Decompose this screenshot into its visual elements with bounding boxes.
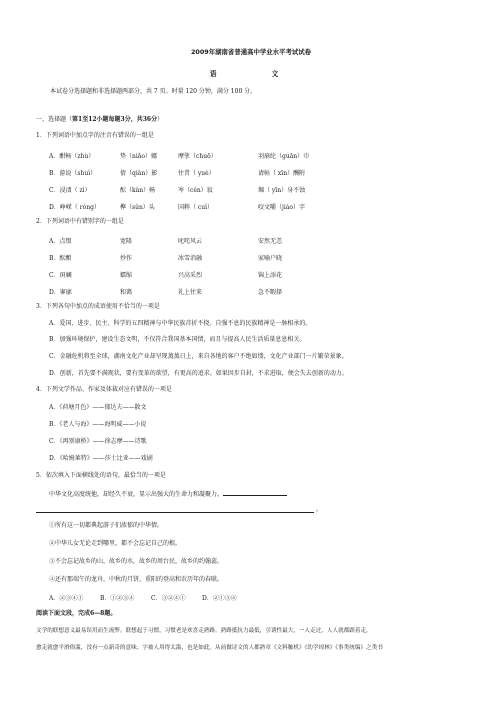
q5-sentence-2: ②中华儿女无论走到哪里，都不会忘记自己的根。 [49, 540, 182, 547]
q2-a-3: 叱咤风云 [178, 238, 203, 245]
q5-passage [49, 489, 287, 499]
reading-paragraph-line-1: 文学的联想意义最易误用而生流弊。联想起于习惯，习惯老是欢喜走熟路。熟路抵抗力最低，引诱性最大，一人走过，人人就都跟着走， [36, 628, 372, 634]
q5-answer-a: A．②③④① [49, 595, 84, 602]
q1-b-2: 倩（qiàn）影 [120, 170, 158, 177]
q2-c-4: 锦上添花 [258, 272, 283, 279]
question-1-stem: 1．下列词语中加点字的注音有错误的一组是 [36, 132, 154, 139]
question-5-stem: 5．依次填入下面横线处的语句，最恰当的一项是 [36, 472, 166, 479]
q2-b-2: 炒作 [120, 255, 133, 262]
section-close: ） [157, 116, 164, 123]
q1-b-4: 请帖（ xīn）酬附 [258, 170, 306, 177]
exam-title: 2009年湖南省普通高中学业水平考试试卷 [190, 48, 312, 56]
q1-c-2: 酝（kàn）畅 [120, 187, 156, 194]
q5-sentence-3: ③不会忘记故乡的山，故乡的水，故乡的周台民，故乡的约翰蕊。 [49, 558, 224, 565]
q1-b-1: B．游说（shuì） [49, 170, 97, 177]
q5-blank-line [223, 489, 287, 496]
reading-paragraph-line-2: 愈走就愈平滑俗滥，没有一点新奇的意味。字被人用得太滥，也是如此。从前做诗文的人都熟章《文料触机》《幼学琼林》《事类统编》之类书 [36, 645, 383, 651]
q1-d-2: 榫（sǔn）头 [120, 204, 155, 211]
q5-period: 。 [316, 506, 323, 513]
q2-a-4: 安然无恙 [258, 238, 283, 245]
q5-answer-b: B．①②③④ [100, 595, 135, 602]
q1-c-3: 岑（cén）寂 [178, 187, 213, 194]
q5-answer-line [36, 512, 314, 513]
q1-a-2: 垫（niǎo）娜 [120, 153, 157, 160]
q2-a-1: A．点缀 [49, 238, 72, 245]
section-label: 一、选择题（ [36, 116, 73, 123]
q2-c-1: C．斑斓 [49, 272, 72, 279]
q2-b-4: 家喻户晓 [258, 255, 283, 262]
q4-option-d: D．《哈姆莱特》——莎士比亚——戏剧 [49, 455, 153, 462]
section-heading [36, 116, 163, 124]
q2-d-3: 礼上往来 [178, 289, 203, 296]
q1-c-1: C．浸渍（ zì） [49, 187, 91, 194]
q5-passage-text: 中华文化高度统他，却经久不衰，显示出强大的生命力和凝聚力。 [49, 491, 224, 498]
q2-b-3: 冰雪消融 [178, 255, 203, 262]
section-scoring: 第1至12小题每题3分，共36分 [72, 116, 158, 123]
q2-c-3: 兴高采烈 [178, 272, 203, 279]
q5-sentence-4: ④还有那端午的龙舟，中秋的月饼，重阳的登高和农历年的春联。 [49, 576, 224, 583]
q2-b-1: B．酝酿 [49, 255, 72, 262]
q1-b-3: 往昔（ yuè） [178, 170, 215, 177]
question-3-stem: 3．下列各句中加点的成语使用不恰当的一项是 [36, 303, 160, 310]
q2-d-2: 和蔼 [120, 289, 133, 296]
q1-c-4: 堀（ yīn）身不蚀 [258, 187, 306, 194]
q1-d-4: 咬文嚼（jiáo）字 [258, 204, 305, 211]
exam-intro: 本试卷分选择题和非选择题两部分，共 7 页。时量 120 分钟，满分 100 分。 [50, 88, 257, 95]
q1-a-4: 羽扇纶（guān）巾 [258, 153, 310, 160]
q3-option-d: D．创新，首先要不满现状，要有变革的欲望，有更高的追求。如果因步自封，不求进取，便会失去创新的动力。 [49, 370, 348, 377]
q4-option-a: A．《荷塘月色》——郁达夫——散文 [49, 404, 147, 411]
q2-d-4: 急不暇择 [258, 289, 283, 296]
q5-sentence-1: ①所有这一切都典起游子们浓郁的中华情。 [49, 522, 164, 529]
q5-answer-c: C．③②④① [151, 595, 186, 602]
q1-a-3: 摩挲（chuō） [178, 153, 217, 160]
q4-option-b: B．《老人与海》——海明威——小说 [49, 421, 147, 428]
q1-a-1: A．酣畅（zhù） [49, 153, 95, 160]
q3-option-b: B．加强环境保护，建设生态文明，不仅符合我国基本国情，而且与提高人民生活质量息息相关。 [49, 336, 306, 343]
q4-option-c: C．《再别康桥》——徐志摩——诗歌 [49, 438, 147, 445]
q1-d-3: 国粹（ cuì） [178, 204, 214, 211]
question-4-stem: 4．下列文学作品、作家及体裁对应有错误的一项是 [36, 386, 172, 393]
q3-option-a: A．爱国、进步、民主、科学的五四精神与中华民族首折不挠、自强不息的民族精神是一脉相承的。 [49, 320, 312, 327]
q3-option-c: C．金融危机将至全球，湖南文化产业却呈现蒸蒸日上，来自各地的客户不绝如缕，文化产业部门一片繁荣景象。 [49, 353, 348, 360]
q2-d-1: D．寥廓 [49, 289, 72, 296]
q2-c-2: 蠕缩 [120, 272, 133, 279]
subject-heading: 语 文 [209, 70, 293, 78]
reading-heading: 阅读下面文段，完成6—8题。 [36, 610, 117, 617]
question-2-stem: 2．下列词语中有错别字的一组是 [36, 218, 124, 225]
q1-d-1: D．峥嵘（ róng） [49, 204, 100, 211]
q5-answer-d: D．②①③④ [202, 595, 237, 602]
q2-a-2: 宽隆 [120, 238, 133, 245]
